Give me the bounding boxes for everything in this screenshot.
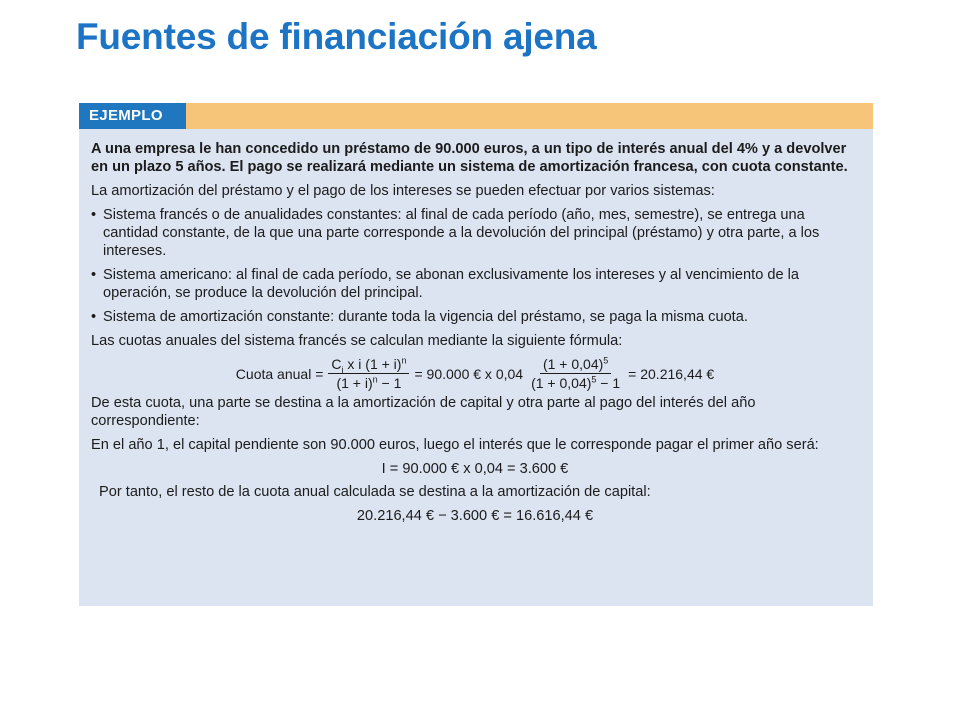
capital-symbol: C xyxy=(331,356,342,372)
system-constant: Sistema de amortización constante: durante toda la vigencia del préstamo, se paga la misma cuota. xyxy=(103,309,748,325)
numerator-text: (1 + 0,04) xyxy=(542,356,604,372)
example-header xyxy=(79,103,873,129)
remainder-text: Por tanto, el resto de la cuota anual calculada se destina a la amortización de capital: xyxy=(99,484,651,500)
formula-substitution: = 90.000 € x 0,04 xyxy=(414,365,524,382)
bullet-icon: • xyxy=(91,309,97,325)
denominator-rest: − 1 xyxy=(596,375,621,391)
numerator-text: x i (1 + i) xyxy=(343,356,402,372)
fraction-numerator xyxy=(540,356,611,374)
formula-fraction-general xyxy=(328,356,409,391)
denominator-text: (1 + 0,04) xyxy=(531,375,592,391)
numerator-exponent: n xyxy=(401,355,407,366)
list-item xyxy=(91,206,859,260)
bullet-icon: • xyxy=(91,267,97,283)
fraction-denominator xyxy=(333,374,404,391)
bullet-icon: • xyxy=(91,207,97,223)
fraction-denominator xyxy=(528,374,623,391)
year1-text: En el año 1, el capital pendiente son 90.000 euros, luego el interés que le corresponde pagar el primer año será: xyxy=(91,437,819,453)
quota-split-text: De esta cuota, una parte se destina a la amortización de capital y otra parte al pago del interés del año correspondiente: xyxy=(91,395,756,429)
system-french: Sistema francés o de anualidades constantes: al final de cada período (año, mes, semestre), se entrega una cantidad constante, de la que una parte corresponde a la devolución del principal (préstamo) y otra parte, a los intereses. xyxy=(103,207,820,259)
system-american: Sistema americano: al final de cada período, se abonan exclusivamente los intereses y al vencimiento de la operación, se produce la devolución del principal. xyxy=(103,267,800,301)
annuity-formula xyxy=(91,356,859,391)
denominator-text: (1 + i) xyxy=(336,375,373,391)
slide-title: Fuentes de financiación ajena xyxy=(76,16,597,57)
formula-fraction-numeric xyxy=(528,356,623,391)
fraction-numerator xyxy=(328,356,409,374)
denominator-exponent: n xyxy=(372,374,378,385)
example-box xyxy=(79,103,873,606)
formula-intro: Las cuotas anuales del sistema francés se calculan mediante la siguiente fórmula: xyxy=(91,333,623,349)
list-item xyxy=(91,266,859,302)
formula-label: Cuota anual = xyxy=(235,365,324,382)
example-content xyxy=(91,140,859,530)
systems-intro: La amortización del préstamo y el pago de los intereses se pueden efectuar por varios sistemas: xyxy=(91,183,715,199)
amortization-calculation: 20.216,44 € − 3.600 € = 16.616,44 € xyxy=(356,508,594,524)
interest-calculation: I = 90.000 € x 0,04 = 3.600 € xyxy=(381,461,569,477)
capital-subscript: i xyxy=(341,364,344,375)
denominator-rest: − 1 xyxy=(377,375,402,391)
numerator-exponent: 5 xyxy=(603,355,609,366)
example-badge: EJEMPLO xyxy=(79,103,186,129)
denominator-exponent: 5 xyxy=(591,374,597,385)
systems-list xyxy=(91,206,859,326)
problem-statement: A una empresa le han concedido un préstamo de 90.000 euros, a un tipo de interés anual del 4% y a devolver en un plazo 5 años. El pago se realizará mediante un sistema de amortización francesa, con cuota constante. xyxy=(91,141,848,175)
list-item xyxy=(91,308,859,326)
formula-result: = 20.216,44 € xyxy=(628,365,715,382)
